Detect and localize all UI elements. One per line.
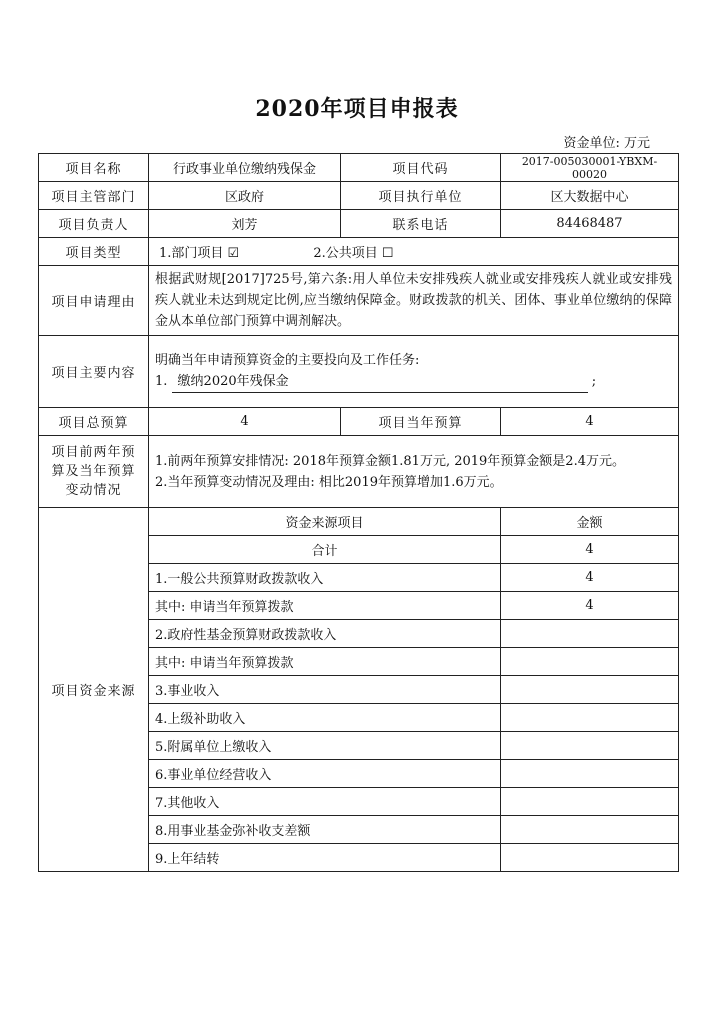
funding-source: 合计 — [149, 536, 501, 564]
change-line-2: 2.当年预算变动情况及理由: 相比2019年预算增加1.6万元。 — [155, 474, 503, 490]
funding-col-source: 资金来源项目 — [149, 508, 501, 536]
year-label: 项目当年预算 — [341, 408, 501, 436]
type-option-public[interactable]: 2.公共项目 ☐ — [313, 246, 394, 261]
change-label: 项目前两年预算及当年预算变动情况 — [39, 436, 149, 508]
project-form-table — [38, 153, 679, 872]
funding-amount: 4 — [501, 592, 679, 620]
unit-label: 资金单位: 万元 — [563, 136, 650, 151]
funding-source: 3.事业收入 — [149, 676, 501, 704]
funding-amount — [501, 760, 679, 788]
row-change — [39, 436, 679, 508]
row-budget — [39, 408, 679, 436]
funding-amount: 4 — [501, 536, 679, 564]
reason-text: 根据武财规[2017]725号,第六条:用人单位未安排残疾人就业或安排残疾人就业或安排残疾人就业未达到规定比例,应当缴纳保障金。财政拨款的机关、团体、事业单位缴纳的保障金从本单位部门预算中调剂解决。 — [149, 266, 679, 336]
content-item-end: ; — [591, 374, 597, 389]
row-reason — [39, 266, 679, 336]
total-label: 项目总预算 — [39, 408, 149, 436]
funding-col-amount: 金额 — [501, 508, 679, 536]
phone-label: 联系电话 — [341, 210, 501, 238]
content-item-no: 1. — [155, 374, 168, 389]
content-label: 项目主要内容 — [39, 336, 149, 408]
page-title: 2020年项目申报表 — [255, 96, 459, 122]
funding-source: 4.上级补助收入 — [149, 704, 501, 732]
content-intro: 明确当年申请预算资金的主要投向及工作任务: — [155, 353, 420, 368]
funding-source: 5.附属单位上缴收入 — [149, 732, 501, 760]
funding-amount — [501, 844, 679, 872]
change-cell — [149, 436, 679, 508]
code-value: 2017-005030001-YBXM-00020 — [501, 154, 679, 182]
funding-source: 1.一般公共预算财政拨款收入 — [149, 564, 501, 592]
funding-source: 6.事业单位经营收入 — [149, 760, 501, 788]
row-dept — [39, 182, 679, 210]
funding-amount — [501, 620, 679, 648]
funding-amount: 4 — [501, 564, 679, 592]
funding-amount — [501, 704, 679, 732]
row-type — [39, 238, 679, 266]
funding-amount — [501, 816, 679, 844]
funding-source: 其中: 申请当年预算拨款 — [149, 592, 501, 620]
code-label: 项目代码 — [341, 154, 501, 182]
funding-amount — [501, 648, 679, 676]
funding-amount — [501, 676, 679, 704]
exec-label: 项目执行单位 — [341, 182, 501, 210]
dept-value: 区政府 — [149, 182, 341, 210]
funding-source: 其中: 申请当年预算拨款 — [149, 648, 501, 676]
type-label: 项目类型 — [39, 238, 149, 266]
owner-value: 刘芳 — [149, 210, 341, 238]
type-options — [149, 238, 679, 266]
content-cell — [149, 336, 679, 408]
content-item-text: 缴纳2020年残保金 — [172, 371, 588, 393]
owner-label: 项目负责人 — [39, 210, 149, 238]
reason-label: 项目申请理由 — [39, 266, 149, 336]
content-item — [155, 371, 672, 393]
funding-amount — [501, 732, 679, 760]
dept-label: 项目主管部门 — [39, 182, 149, 210]
row-owner — [39, 210, 679, 238]
type-option-dept[interactable]: 1.部门项目 ☑ — [159, 246, 240, 261]
year-value: 4 — [501, 408, 679, 436]
row-content — [39, 336, 679, 408]
funding-source: 8.用事业基金弥补收支差额 — [149, 816, 501, 844]
name-label: 项目名称 — [39, 154, 149, 182]
change-line-1: 1.前两年预算安排情况: 2018年预算金额1.81万元, 2019年预算金额是2.4万元。 — [155, 453, 625, 469]
funding-source: 9.上年结转 — [149, 844, 501, 872]
funding-amount — [501, 788, 679, 816]
funding-label: 项目资金来源 — [39, 508, 149, 872]
name-value: 行政事业单位缴纳残保金 — [149, 154, 341, 182]
exec-value: 区大数据中心 — [501, 182, 679, 210]
total-value: 4 — [149, 408, 341, 436]
phone-value: 84468487 — [501, 210, 679, 238]
funding-source: 7.其他收入 — [149, 788, 501, 816]
row-name — [39, 154, 679, 182]
funding-header-row — [39, 508, 679, 536]
funding-source: 2.政府性基金预算财政拨款收入 — [149, 620, 501, 648]
